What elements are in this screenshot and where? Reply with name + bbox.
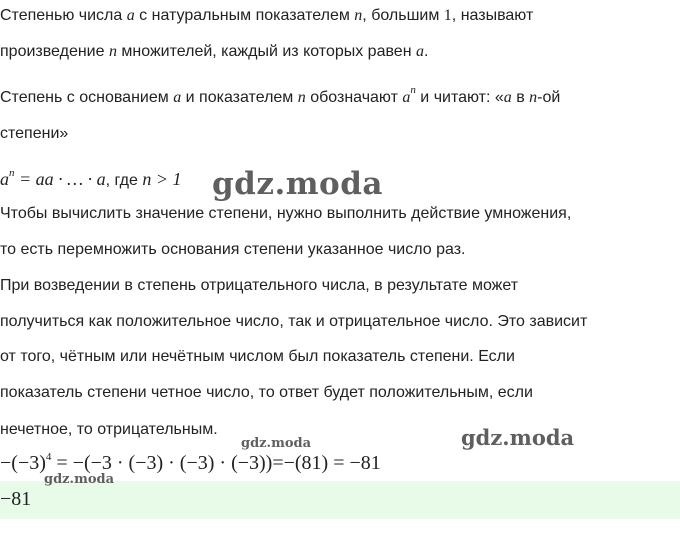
power-base: a [402, 89, 411, 106]
definition-line-1 [0, 7, 533, 25]
equation-rhs: = −(−3 · (−3) · (−3) · (−3))=−(81) = −81 [51, 452, 381, 474]
text-run: обозначают [305, 89, 403, 106]
power-exponent: n [9, 167, 15, 179]
text-run: , большим [362, 7, 444, 24]
formula-condition: n > 1 [142, 169, 182, 189]
text-line: от того, чётным или нечётным числом был показатель степени. Если [0, 348, 515, 365]
text-run: -ой [537, 89, 561, 106]
equation-lhs: −(−3) [0, 452, 46, 474]
text-line: При возведении в степень отрицательного числа, в результате может [0, 277, 519, 294]
text-line: показатель степени четное число, то ответ будет положительным, если [0, 384, 533, 401]
power-base: a [0, 169, 9, 189]
math-var: n [354, 7, 363, 24]
watermark: gdz.moda [241, 436, 312, 451]
text-run: , называют [451, 7, 534, 24]
math-var: n [108, 43, 117, 60]
text-run: . [423, 43, 429, 60]
text-run: Степень с основанием [0, 89, 174, 106]
text-run: Степенью числа [0, 7, 127, 24]
text-run: и читают: « [415, 89, 504, 106]
text-line: Чтобы вычислить значение степени, нужно выполнить действие умножения, [0, 205, 572, 222]
text-line: то есть перемножить основания степени указанное число раз. [0, 241, 466, 258]
math-var: n [297, 89, 306, 106]
text-run: произведение [0, 43, 109, 60]
formula-rhs: = aa · … · a [14, 169, 106, 189]
math-number: 1 [443, 7, 452, 24]
power-exponent: n [410, 84, 416, 96]
math-var: n [529, 89, 538, 106]
text-run: и показателем [181, 89, 298, 106]
text-line: нечетное, то отрицательным. [0, 421, 218, 438]
text-run: с натуральным показателем [134, 7, 355, 24]
math-var: a [126, 7, 135, 24]
math-var: a [415, 43, 424, 60]
text-run: , где [105, 172, 143, 189]
text-run: в [511, 89, 530, 106]
power-formula [0, 169, 182, 190]
math-var: a [173, 89, 182, 106]
answer-value: −81 [0, 488, 32, 510]
watermark: gdz.moda [44, 472, 115, 487]
watermark: gdz.moda [212, 166, 383, 202]
notation-line-1 [0, 84, 561, 107]
notation-line-2 [0, 125, 68, 143]
math-var: a [503, 89, 512, 106]
text-run: степени» [0, 125, 69, 142]
definition-line-2 [0, 43, 428, 61]
watermark: gdz.moda [461, 425, 575, 450]
text-run: множителей, каждый из которых равен [116, 43, 416, 60]
text-line: получиться как положительное число, так и отрицательное число. Это зависит [0, 313, 588, 330]
equation-exponent: 4 [45, 451, 52, 463]
